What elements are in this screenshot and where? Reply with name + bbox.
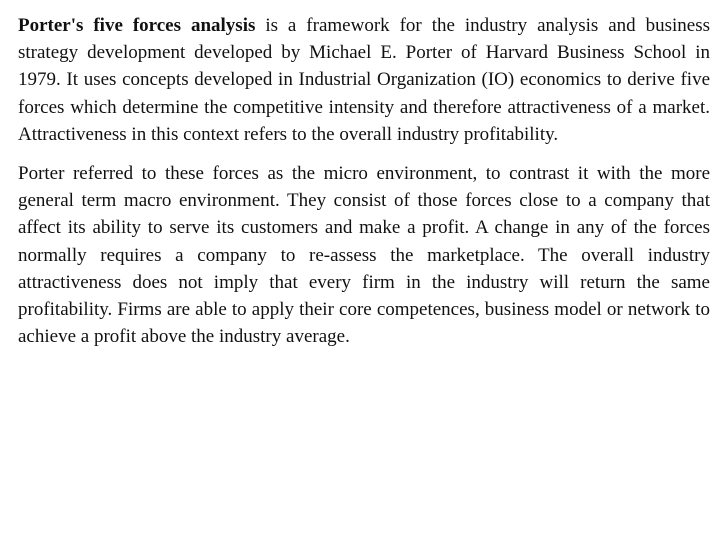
paragraph-micro-environment <box>18 160 710 350</box>
paragraph-micro-environment-text: Porter referred to these forces as the micro environment, to contrast it with the more general term macro environment. They consist of those forces close to a company that affect its ability to serve its customers and make a profit. A change in any of the forces normally requires a company to re-assess the marketplace. The overall industry attractiveness does not imply that every firm in the industry will return the same profitability. Firms are able to apply their core competences, business model or network to achieve a profit above the industry average. <box>18 163 710 348</box>
term-porters-five-forces: Porter's five forces analysis <box>18 15 256 36</box>
paragraph-intro <box>18 12 710 148</box>
paragraph-intro-text: is a framework for the industry analysis and business strategy development developed by Michael E. Porter of Harvard Business School in 1979. It uses concepts developed in Industrial Organization (IO) economics to derive five forces which determine the competitive intensity and therefore attractiveness of a market. Attractiveness in this context refers to the overall industry profitability. <box>18 15 710 145</box>
document-body <box>18 12 710 350</box>
